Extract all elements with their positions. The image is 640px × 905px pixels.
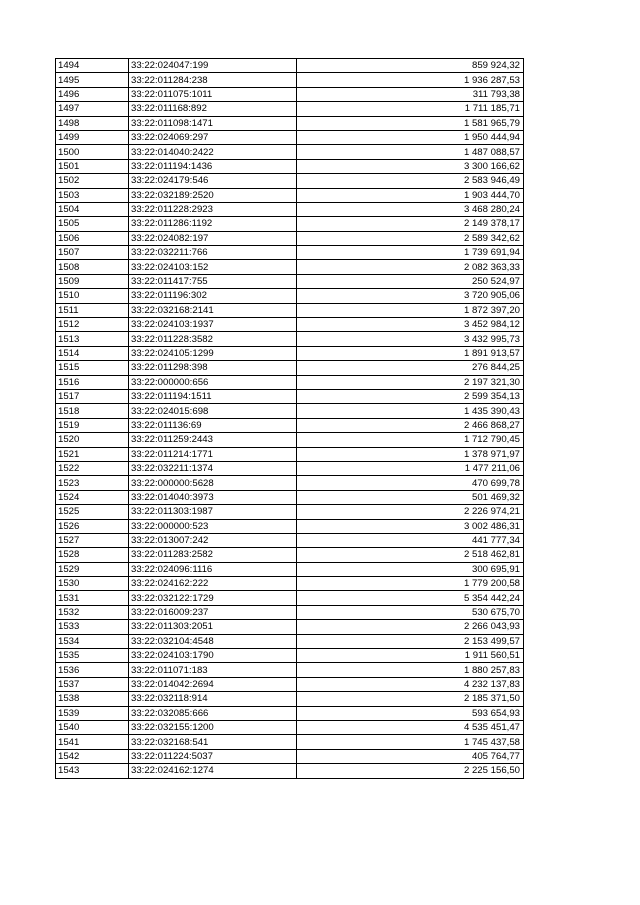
table-row (56, 231, 524, 245)
cadastral-number-cell: 33:22:011075:1011 (129, 87, 297, 101)
table-row (56, 591, 524, 605)
row-number-cell: 1522 (56, 461, 129, 475)
table-row (56, 663, 524, 677)
row-number-cell: 1513 (56, 332, 129, 346)
cadastral-number-cell: 33:22:024162:222 (129, 577, 297, 591)
row-number-cell: 1540 (56, 720, 129, 734)
row-number-cell: 1528 (56, 548, 129, 562)
value-cell: 2 226 974,21 (297, 505, 524, 519)
row-number-cell: 1526 (56, 519, 129, 533)
row-number-cell: 1497 (56, 102, 129, 116)
row-number-cell: 1523 (56, 476, 129, 490)
cadastral-number-cell: 33:22:011168:892 (129, 102, 297, 116)
row-number-cell: 1539 (56, 706, 129, 720)
table-row (56, 375, 524, 389)
table-row (56, 102, 524, 116)
value-cell: 2 266 043,93 (297, 620, 524, 634)
row-number-cell: 1509 (56, 274, 129, 288)
cadastral-number-cell: 33:22:024015:698 (129, 404, 297, 418)
value-cell: 1 487 088,57 (297, 145, 524, 159)
cadastral-number-cell: 33:22:013007:242 (129, 533, 297, 547)
value-cell: 2 197 321,30 (297, 375, 524, 389)
cadastral-number-cell: 33:22:011224:5037 (129, 749, 297, 763)
cadastral-number-cell: 33:22:024103:1937 (129, 318, 297, 332)
table-row (56, 605, 524, 619)
row-number-cell: 1508 (56, 260, 129, 274)
cadastral-number-cell: 33:22:032104:4548 (129, 634, 297, 648)
cadastral-number-cell: 33:22:011303:2051 (129, 620, 297, 634)
value-cell: 1 745 437,58 (297, 735, 524, 749)
cadastral-number-cell: 33:22:011098:1471 (129, 116, 297, 130)
table-row (56, 87, 524, 101)
value-cell: 4 535 451,47 (297, 720, 524, 734)
cadastral-number-cell: 33:22:024069:297 (129, 130, 297, 144)
cadastral-number-cell: 33:22:011228:2923 (129, 202, 297, 216)
row-number-cell: 1501 (56, 159, 129, 173)
table-row (56, 217, 524, 231)
table-row (56, 202, 524, 216)
value-cell: 276 844,25 (297, 361, 524, 375)
value-cell: 1 711 185,71 (297, 102, 524, 116)
cadastral-number-cell: 33:22:011214:1771 (129, 447, 297, 461)
cadastral-number-cell: 33:22:024179:546 (129, 174, 297, 188)
table-row (56, 332, 524, 346)
table-row (56, 418, 524, 432)
row-number-cell: 1527 (56, 533, 129, 547)
table-row (56, 116, 524, 130)
cadastral-number-cell: 33:22:011194:1511 (129, 389, 297, 403)
cadastral-number-cell: 33:22:016009:237 (129, 605, 297, 619)
cadastral-number-cell: 33:22:000000:523 (129, 519, 297, 533)
table-row (56, 188, 524, 202)
cadastral-number-cell: 33:22:032085:666 (129, 706, 297, 720)
row-number-cell: 1543 (56, 764, 129, 778)
cadastral-number-cell: 33:22:024162:1274 (129, 764, 297, 778)
row-number-cell: 1516 (56, 375, 129, 389)
row-number-cell: 1496 (56, 87, 129, 101)
table-row (56, 346, 524, 360)
table-row (56, 260, 524, 274)
table-row (56, 145, 524, 159)
row-number-cell: 1517 (56, 389, 129, 403)
value-cell: 2 082 363,33 (297, 260, 524, 274)
value-cell: 593 654,93 (297, 706, 524, 720)
row-number-cell: 1504 (56, 202, 129, 216)
value-cell: 2 185 371,50 (297, 692, 524, 706)
table-row (56, 73, 524, 87)
cadastral-number-cell: 33:22:024082:197 (129, 231, 297, 245)
value-cell: 1 378 971,97 (297, 447, 524, 461)
row-number-cell: 1531 (56, 591, 129, 605)
table-row (56, 620, 524, 634)
cadastral-number-cell: 33:22:014040:2422 (129, 145, 297, 159)
cadastral-number-cell: 33:22:011228:3582 (129, 332, 297, 346)
row-number-cell: 1524 (56, 490, 129, 504)
value-cell: 3 002 486,31 (297, 519, 524, 533)
table-row (56, 548, 524, 562)
cadastral-number-cell: 33:22:032189:2520 (129, 188, 297, 202)
cadastral-number-cell: 33:22:024096:1116 (129, 562, 297, 576)
cadastral-number-cell: 33:22:014040:3973 (129, 490, 297, 504)
table-row (56, 692, 524, 706)
row-number-cell: 1534 (56, 634, 129, 648)
row-number-cell: 1510 (56, 289, 129, 303)
cadastral-number-cell: 33:22:032122:1729 (129, 591, 297, 605)
value-cell: 1 739 691,94 (297, 246, 524, 260)
row-number-cell: 1520 (56, 433, 129, 447)
value-cell: 2 149 378,17 (297, 217, 524, 231)
table-row (56, 562, 524, 576)
table-row (56, 246, 524, 260)
cadastral-number-cell: 33:22:011284:238 (129, 73, 297, 87)
table-row (56, 404, 524, 418)
cadastral-number-cell: 33:22:032211:766 (129, 246, 297, 260)
cadastral-number-cell: 33:22:032118:914 (129, 692, 297, 706)
value-cell: 2 518 462,81 (297, 548, 524, 562)
table-row (56, 274, 524, 288)
cadastral-number-cell: 33:22:024103:152 (129, 260, 297, 274)
cadastral-number-cell: 33:22:011071:183 (129, 663, 297, 677)
value-cell: 1 950 444,94 (297, 130, 524, 144)
row-number-cell: 1514 (56, 346, 129, 360)
row-number-cell: 1512 (56, 318, 129, 332)
cadastral-number-cell: 33:22:024047:199 (129, 59, 297, 73)
table-row (56, 130, 524, 144)
table-row (56, 361, 524, 375)
cadastral-number-cell: 33:22:024105:1299 (129, 346, 297, 360)
table-row (56, 519, 524, 533)
value-cell: 405 764,77 (297, 749, 524, 763)
value-cell: 1 779 200,58 (297, 577, 524, 591)
cadastral-number-cell: 33:22:011283:2582 (129, 548, 297, 562)
row-number-cell: 1506 (56, 231, 129, 245)
row-number-cell: 1500 (56, 145, 129, 159)
table-row (56, 505, 524, 519)
row-number-cell: 1525 (56, 505, 129, 519)
row-number-cell: 1521 (56, 447, 129, 461)
cadastral-number-cell: 33:22:011194:1436 (129, 159, 297, 173)
table-row (56, 174, 524, 188)
cadastral-number-cell: 33:22:032211:1374 (129, 461, 297, 475)
value-cell: 3 468 280,24 (297, 202, 524, 216)
value-cell: 1 911 560,51 (297, 649, 524, 663)
cadastral-number-cell: 33:22:011196:302 (129, 289, 297, 303)
value-cell: 501 469,32 (297, 490, 524, 504)
value-cell: 1 903 444,70 (297, 188, 524, 202)
value-cell: 2 599 354,13 (297, 389, 524, 403)
row-number-cell: 1529 (56, 562, 129, 576)
value-cell: 1 712 790,45 (297, 433, 524, 447)
table-row (56, 289, 524, 303)
row-number-cell: 1495 (56, 73, 129, 87)
value-cell: 300 695,91 (297, 562, 524, 576)
table-row (56, 490, 524, 504)
row-number-cell: 1499 (56, 130, 129, 144)
value-cell: 1 581 965,79 (297, 116, 524, 130)
row-number-cell: 1537 (56, 677, 129, 691)
row-number-cell: 1515 (56, 361, 129, 375)
value-cell: 1 477 211,06 (297, 461, 524, 475)
table-row (56, 476, 524, 490)
table-row (56, 649, 524, 663)
cadastral-number-cell: 33:22:014042:2694 (129, 677, 297, 691)
value-cell: 530 675,70 (297, 605, 524, 619)
row-number-cell: 1502 (56, 174, 129, 188)
value-cell: 5 354 442,24 (297, 591, 524, 605)
table-row (56, 706, 524, 720)
value-cell: 2 589 342,62 (297, 231, 524, 245)
cadastral-number-cell: 33:22:000000:5628 (129, 476, 297, 490)
cadastral-number-cell: 33:22:032155:1200 (129, 720, 297, 734)
value-cell: 1 872 397,20 (297, 303, 524, 317)
row-number-cell: 1541 (56, 735, 129, 749)
value-cell: 859 924,32 (297, 59, 524, 73)
row-number-cell: 1503 (56, 188, 129, 202)
value-cell: 1 435 390,43 (297, 404, 524, 418)
value-cell: 3 452 984,12 (297, 318, 524, 332)
row-number-cell: 1535 (56, 649, 129, 663)
row-number-cell: 1538 (56, 692, 129, 706)
cadastral-number-cell: 33:22:011136:69 (129, 418, 297, 432)
table-row (56, 720, 524, 734)
cadastral-number-cell: 33:22:011259:2443 (129, 433, 297, 447)
value-cell: 311 793,38 (297, 87, 524, 101)
value-cell: 470 699,78 (297, 476, 524, 490)
value-cell: 3 720 905,06 (297, 289, 524, 303)
cadastral-number-cell: 33:22:032168:541 (129, 735, 297, 749)
value-cell: 1 880 257,83 (297, 663, 524, 677)
row-number-cell: 1498 (56, 116, 129, 130)
table-row (56, 303, 524, 317)
table-row (56, 461, 524, 475)
value-cell: 1 936 287,53 (297, 73, 524, 87)
table-row (56, 677, 524, 691)
cadastral-number-cell: 33:22:011286:1192 (129, 217, 297, 231)
table-row (56, 764, 524, 778)
cadastral-number-cell: 33:22:032168:2141 (129, 303, 297, 317)
table-row (56, 533, 524, 547)
row-number-cell: 1511 (56, 303, 129, 317)
value-cell: 4 232 137,83 (297, 677, 524, 691)
table-row (56, 389, 524, 403)
table-row (56, 577, 524, 591)
table-body (56, 59, 524, 779)
table-row (56, 735, 524, 749)
data-table (55, 58, 524, 779)
value-cell: 2 225 156,50 (297, 764, 524, 778)
cadastral-number-cell: 33:22:011303:1987 (129, 505, 297, 519)
table-row (56, 447, 524, 461)
row-number-cell: 1494 (56, 59, 129, 73)
table-row (56, 159, 524, 173)
table-row (56, 59, 524, 73)
table-row (56, 318, 524, 332)
row-number-cell: 1533 (56, 620, 129, 634)
row-number-cell: 1505 (56, 217, 129, 231)
value-cell: 2 153 499,57 (297, 634, 524, 648)
table-row (56, 634, 524, 648)
row-number-cell: 1518 (56, 404, 129, 418)
row-number-cell: 1536 (56, 663, 129, 677)
cadastral-number-cell: 33:22:000000:656 (129, 375, 297, 389)
row-number-cell: 1519 (56, 418, 129, 432)
value-cell: 3 300 166,62 (297, 159, 524, 173)
row-number-cell: 1542 (56, 749, 129, 763)
value-cell: 2 466 868,27 (297, 418, 524, 432)
cadastral-number-cell: 33:22:024103:1790 (129, 649, 297, 663)
value-cell: 250 524,97 (297, 274, 524, 288)
cadastral-number-cell: 33:22:011298:398 (129, 361, 297, 375)
value-cell: 1 891 913,57 (297, 346, 524, 360)
row-number-cell: 1532 (56, 605, 129, 619)
value-cell: 3 432 995,73 (297, 332, 524, 346)
row-number-cell: 1530 (56, 577, 129, 591)
value-cell: 2 583 946,49 (297, 174, 524, 188)
value-cell: 441 777,34 (297, 533, 524, 547)
table-row (56, 433, 524, 447)
cadastral-number-cell: 33:22:011417:755 (129, 274, 297, 288)
row-number-cell: 1507 (56, 246, 129, 260)
table-row (56, 749, 524, 763)
